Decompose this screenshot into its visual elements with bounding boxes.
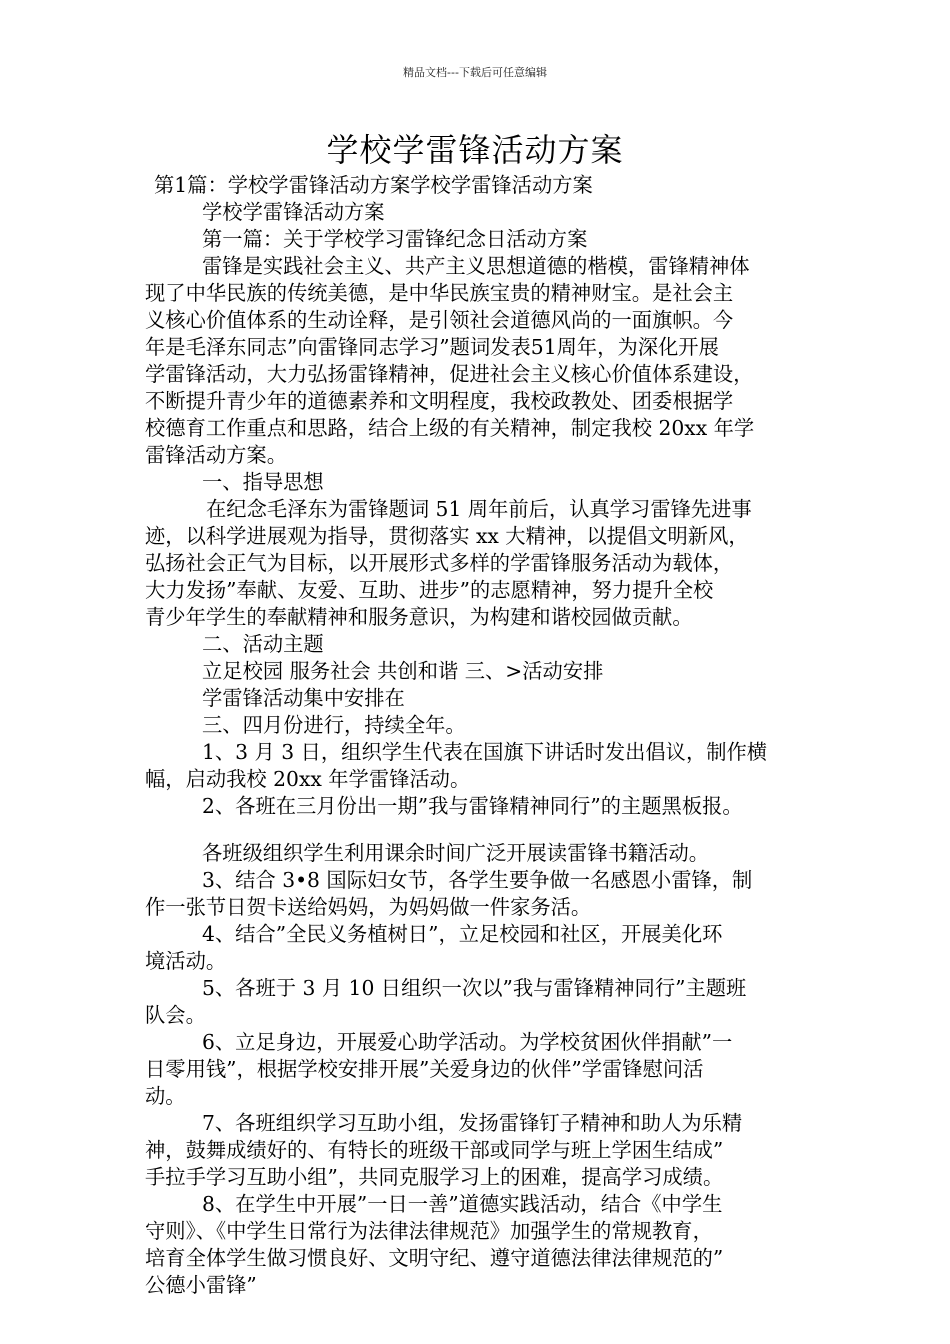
text-line: 各班级组织学生利用课余时间广泛开展读雷锋书籍活动。 bbox=[202, 841, 710, 865]
text-line: 弘扬社会正气为目标，以开展形式多样的学雷锋服务活动为载体， bbox=[145, 551, 734, 575]
document-title: 学校学雷锋活动方案 bbox=[326, 131, 624, 169]
text-line: 第1篇：学校学雷锋活动方案学校学雷锋活动方案 bbox=[154, 173, 593, 197]
text-line: 年是毛泽东同志”向雷锋同志学习”题词发表51周年，为深化开展 bbox=[145, 335, 719, 359]
text-line: 1、3 月 3 日，组织学生代表在国旗下讲话时发出倡议，制作横 bbox=[202, 740, 768, 764]
text-line: 学校学雷锋活动方案 bbox=[202, 200, 385, 224]
text-line: 立足校园 服务社会 共创和谐 三、>活动安排 bbox=[202, 659, 604, 683]
section-heading: 二、活动主题 bbox=[202, 632, 324, 656]
text-line: 三、四月份进行，持续全年。 bbox=[202, 713, 466, 737]
text-line: 现了中华民族的传统美德，是中华民族宝贵的精神财宝。是社会主 bbox=[145, 281, 734, 305]
text-line: 幅，启动我校 20xx 年学雷锋活动。 bbox=[145, 767, 471, 791]
text-line: 公德小雷锋” bbox=[145, 1273, 257, 1297]
text-line: 队会。 bbox=[145, 1003, 206, 1027]
text-line: 7、各班组织学习互助小组，发扬雷锋钉子精神和助人为乐精 bbox=[202, 1111, 743, 1135]
text-line: 培育全体学生做习惯良好、文明守纪、遵守道德法律法律规范的” bbox=[145, 1246, 724, 1270]
document-body bbox=[145, 172, 817, 1299]
text-line: 作一张节日贺卡送给妈妈，为妈妈做一件家务活。 bbox=[145, 895, 592, 919]
text-line: 不断提升青少年的道德素养和文明程度，我校政教处、团委根据学 bbox=[145, 389, 734, 413]
text-line: 雷锋活动方案。 bbox=[145, 443, 287, 467]
text-line: 大力发扬”奉献、友爱、互助、进步”的志愿精神，努力提升全校 bbox=[145, 578, 714, 602]
text-line: 8、在学生中开展”一日一善”道德实践活动，结合《中学生 bbox=[202, 1192, 723, 1216]
text-line: 在纪念毛泽东为雷锋题词 51 周年前后，认真学习雷锋先进事 bbox=[206, 497, 752, 521]
text-line: 日零用钱”，根据学校安排开展”关爱身边的伙伴”学雷锋慰问活 bbox=[145, 1057, 704, 1081]
text-line: 义核心价值体系的生动诠释，是引领社会道德风尚的一面旗帜。今 bbox=[145, 308, 734, 332]
text-line: 迹，以科学进展观为指导，贯彻落实 xx 大精神，以提倡文明新风， bbox=[145, 524, 749, 548]
text-line: 3、结合 3•8 国际妇女节，各学生要争做一名感恩小雷锋，制 bbox=[202, 868, 753, 892]
text-line: 学雷锋活动，大力弘扬雷锋精神，促进社会主义核心价值体系建设， bbox=[145, 362, 754, 386]
text-line: 神，鼓舞成绩好的、有特长的班级干部或同学与班上学困生结成” bbox=[145, 1138, 724, 1162]
text-line: 2、各班在三月份出一期”我与雷锋精神同行”的主题黑板报。 bbox=[202, 794, 743, 818]
text-line: 动。 bbox=[145, 1084, 186, 1108]
text-line: 手拉手学习互助小组”，共同克服学习上的困难，提高学习成绩。 bbox=[145, 1165, 724, 1189]
text-line: 境活动。 bbox=[145, 949, 227, 973]
text-line: 守则》、《中学生日常行为法律法律规范》加强学生的常规教育， bbox=[145, 1219, 713, 1243]
text-line: 雷锋是实践社会主义、共产主义思想道德的楷模，雷锋精神体 bbox=[202, 254, 750, 278]
text-line: 校德育工作重点和思路，结合上级的有关精神，制定我校 20xx 年学 bbox=[145, 416, 755, 440]
text-line: 学雷锋活动集中安排在 bbox=[202, 686, 405, 710]
text-line: 4、结合”全民义务植树日”，立足校园和社区，开展美化环 bbox=[202, 922, 723, 946]
section-heading: 一、指导思想 bbox=[202, 470, 324, 494]
text-line: 6、立足身边，开展爱心助学活动。为学校贫困伙伴捐献”一 bbox=[202, 1030, 733, 1054]
page-header: 精品文档---下载后可任意编辑 bbox=[403, 66, 547, 79]
text-line: 青少年学生的奉献精神和服务意识，为构建和谐校园做贡献。 bbox=[145, 605, 693, 629]
text-line: 第一篇：关于学校学习雷锋纪念日活动方案 bbox=[202, 227, 588, 251]
text-line: 5、各班于 3 月 10 日组织一次以”我与雷锋精神同行”主题班 bbox=[202, 976, 747, 1000]
